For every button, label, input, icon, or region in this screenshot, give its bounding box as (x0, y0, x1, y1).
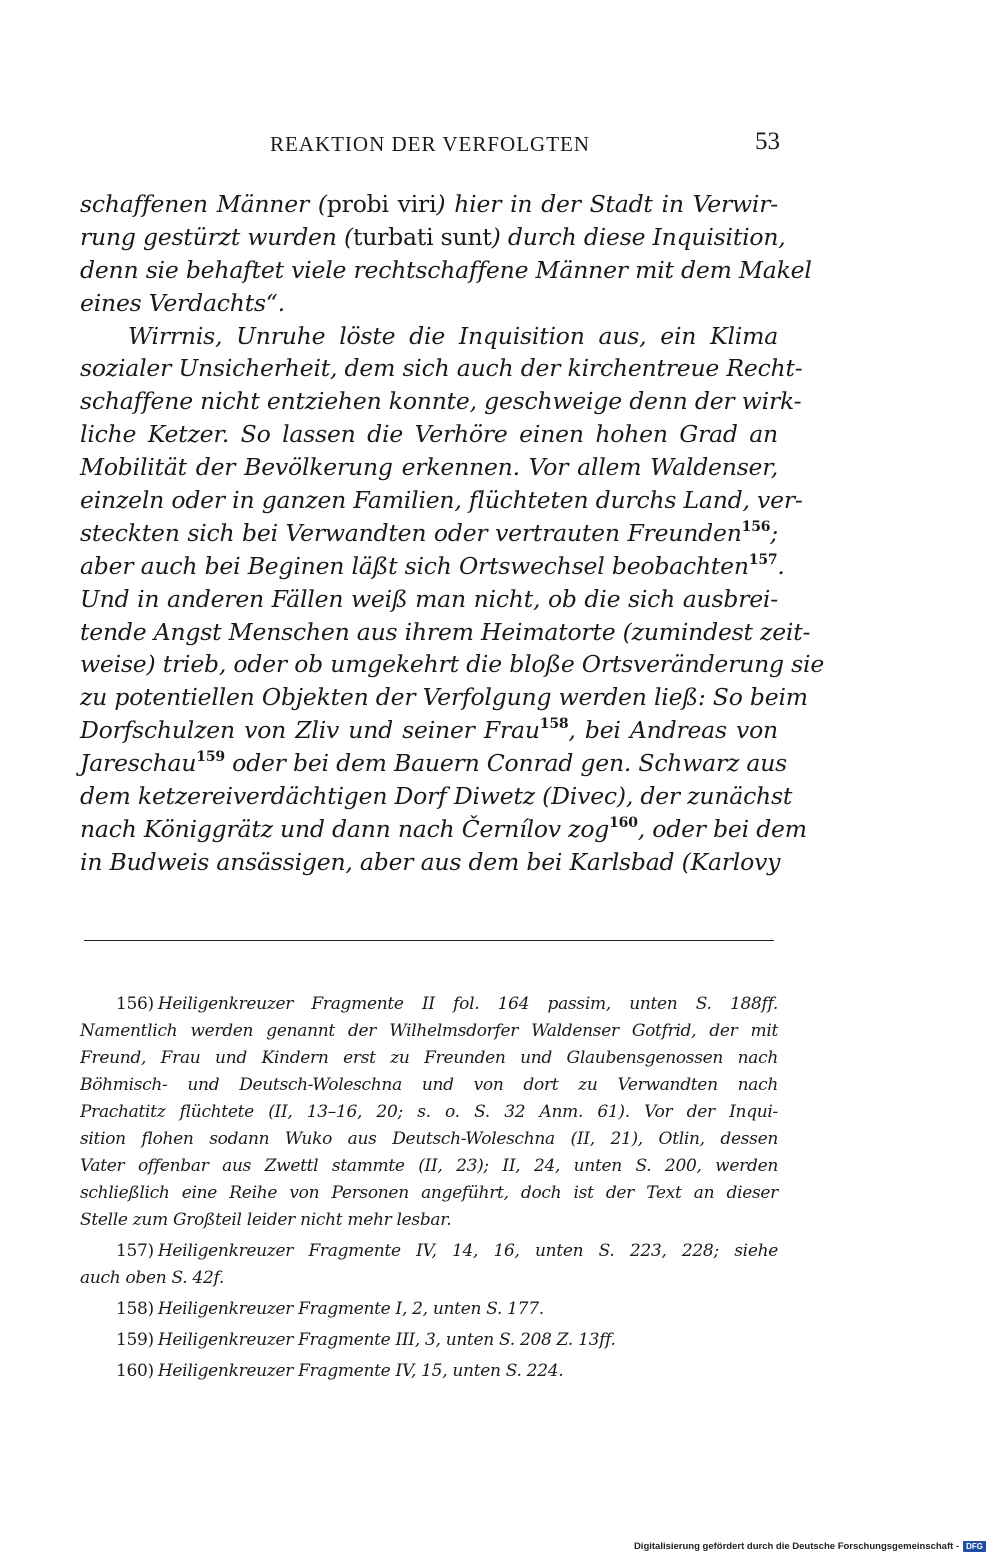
footnote-number: 158) (116, 1299, 154, 1319)
footnote-text: Heiligenkreuzer Fragmente I, 2, unten S. 177. (157, 1299, 544, 1319)
text-segment: nach Königgrätz und dann nach Černílov zog (80, 814, 610, 843)
text-segment: , bei Andreas von (568, 716, 778, 745)
text-line (80, 813, 807, 846)
footnote-number: 160) (116, 1361, 154, 1381)
text-line (80, 517, 778, 550)
text-line: zu potentiellen Objekten der Verfolgung werden ließ: So beim (80, 683, 808, 712)
footnote-number: 159) (116, 1330, 154, 1350)
text-line (80, 714, 778, 747)
footnote-line (80, 1238, 778, 1265)
running-title: REAKTION DER VERFOLGTEN (269, 132, 591, 156)
text-segment: schaffenen Männer ( (80, 190, 327, 218)
text-line (80, 747, 788, 780)
text-segment: Jareschau (80, 749, 197, 778)
page-header (80, 128, 780, 164)
footnote-number: 156) (116, 994, 154, 1014)
footnote-159 (80, 1327, 778, 1354)
footnote-line: auch oben S. 42f. (80, 1268, 224, 1288)
footnote-ref[interactable]: 158 (539, 716, 569, 733)
footnote-ref[interactable]: 160 (609, 814, 638, 831)
text-line (80, 188, 778, 221)
text-line: weise) trieb, oder ob umgekehrt die bloße Ortsveränderung sie (80, 650, 825, 679)
text-line (80, 221, 786, 254)
text-line: liche Ketzer. So lassen die Verhöre einen hohen Grad an (80, 420, 778, 449)
latin-term: turbati sunt (352, 222, 492, 251)
footnote-line (80, 991, 778, 1018)
text-line: eines Verdachts“. (80, 288, 285, 317)
footnote-ref[interactable]: 157 (748, 551, 778, 568)
text-line: tende Angst Menschen aus ihrem Heimatorte (zumindest zeit- (80, 617, 811, 646)
text-segment: aber auch bei Beginen läßt sich Ortswechsel beobachten (80, 551, 749, 580)
text-segment: ) durch diese Inquisition, (491, 222, 786, 251)
footnote-text: Heiligenkreuzer Fragmente III, 3, unten S. 208 Z. 13ff. (157, 1330, 616, 1350)
footnote-text: Heiligenkreuzer Fragmente IV, 15, unten S. 224. (157, 1361, 564, 1381)
text-line (80, 550, 785, 583)
footnote-ref[interactable]: 156 (741, 518, 771, 535)
text-line: schaffene nicht entziehen konnte, geschweige denn der wirk- (80, 387, 802, 416)
footnote-160 (80, 1358, 778, 1385)
footnote-line: Freund, Frau und Kindern erst zu Freunden und Glaubensgenossen nach (80, 1048, 778, 1068)
footnote-158 (80, 1296, 778, 1323)
text-segment: oder bei dem Bauern Conrad gen. Schwarz aus (224, 749, 788, 778)
dfg-logo: DFG (963, 1541, 986, 1552)
text-segment: ) hier in der Stadt in Verwir- (436, 190, 778, 218)
text-line: denn sie behaftet viele rechtschaffene Männer mit dem Makel (80, 255, 812, 284)
footnote-line (80, 1327, 778, 1354)
footnote-156 (80, 991, 778, 1234)
footnote-text: Heiligenkreuzer Fragmente IV, 14, 16, unten S. 223, 228; siehe (157, 1241, 778, 1261)
footnote-separator (84, 940, 774, 941)
text-segment: steckten sich bei Verwandten oder vertrauten Freunden (80, 518, 742, 547)
footnote-line: Vater offenbar aus Zwettl stammte (II, 23); II, 24, unten S. 200, werden (80, 1156, 778, 1176)
footnote-number: 157) (116, 1241, 154, 1261)
main-text (80, 188, 825, 879)
text-line: sozialer Unsicherheit, dem sich auch der kirchentreue Recht- (80, 354, 803, 383)
digitization-footer (634, 1538, 986, 1554)
latin-term: probi viri (326, 190, 437, 218)
footnote-ref[interactable]: 159 (196, 749, 225, 766)
footnote-line (80, 1296, 778, 1323)
footnote-line (80, 1358, 778, 1385)
footnote-line: schließlich eine Reihe von Personen angeführt, doch ist der Text an dieser (80, 1183, 778, 1203)
footnote-line: Namentlich werden genannt der Wilhelmsdorfer Waldenser Gotfrid, der mit (80, 1021, 778, 1041)
text-segment: ; (770, 518, 778, 547)
text-line: Und in anderen Fällen weiß man nicht, ob die sich ausbrei- (80, 584, 778, 613)
funding-note: Digitalisierung gefördert durch die Deutsche Forschungsgemeinschaft - (633, 1540, 960, 1552)
text-segment: rung gestürzt wurden ( (80, 222, 353, 251)
text-line: einzeln oder in ganzen Familien, flüchteten durchs Land, ver- (80, 486, 803, 515)
footnote-line: Stelle zum Großteil leider nicht mehr lesbar. (80, 1210, 452, 1230)
text-segment: , oder bei dem (637, 814, 807, 843)
footnotes (80, 991, 778, 1389)
text-line: Wirrnis, Unruhe löste die Inquisition aus, ein Klima (128, 321, 778, 350)
footnote-line: sition flohen sodann Wuko aus Deutsch-Woleschna (II, 21), Otlin, dessen (80, 1129, 778, 1149)
text-segment: Dorfschulzen von Zliv und seiner Frau (80, 716, 540, 745)
footnote-line: Böhmisch- und Deutsch-Woleschna und von dort zu Verwandten nach (80, 1075, 778, 1095)
footnote-text: Heiligenkreuzer Fragmente II fol. 164 passim, unten S. 188ff. (157, 994, 778, 1014)
footnote-157 (80, 1238, 778, 1292)
footnote-line: Prachatitz flüchtete (II, 13–16, 20; s. o. S. 32 Anm. 61). Vor der Inqui- (80, 1102, 778, 1122)
text-line: in Budweis ansässigen, aber aus dem bei Karlsbad (Karlovy (80, 847, 781, 876)
page-number: 53 (755, 128, 780, 155)
text-segment: . (777, 551, 785, 580)
text-line: dem ketzereiverdächtigen Dorf Diwetz (Divec), der zunächst (80, 782, 793, 811)
text-line: Mobilität der Bevölkerung erkennen. Vor allem Waldenser, (80, 453, 778, 482)
